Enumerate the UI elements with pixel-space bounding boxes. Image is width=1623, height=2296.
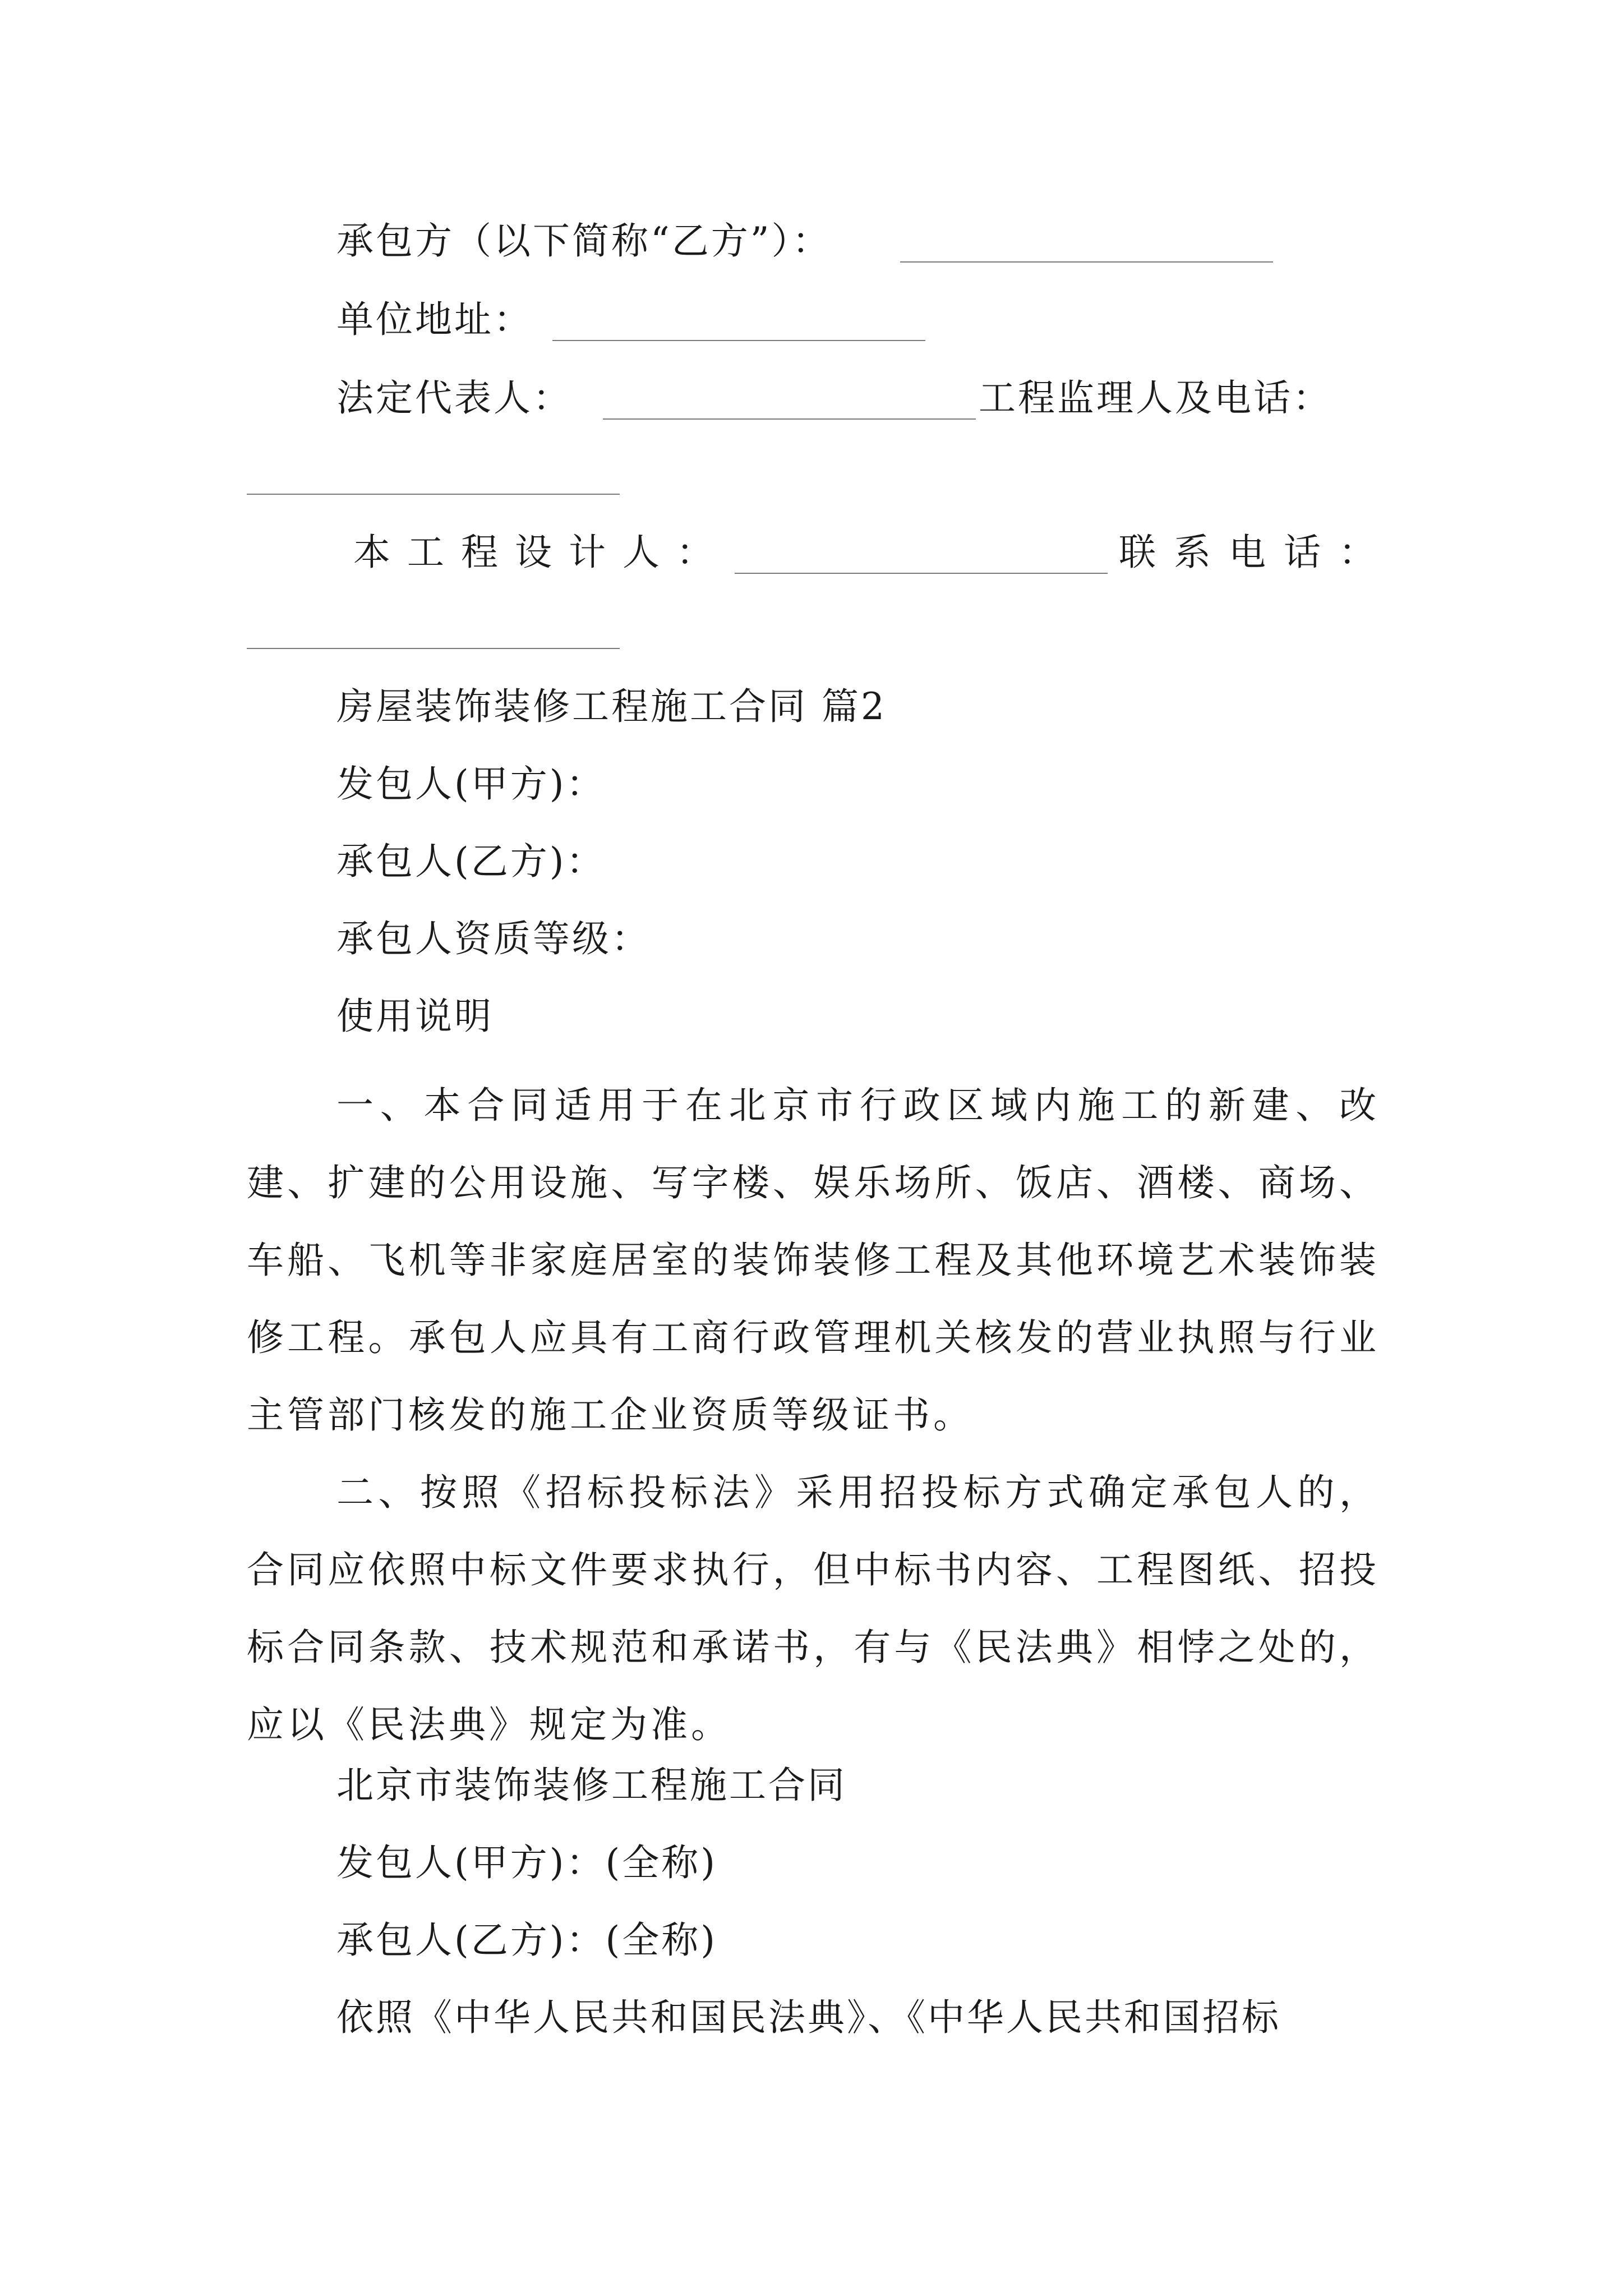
contractor-label: 承包方（以下简称“乙方”）： [336, 219, 832, 263]
basis-text: 依照《中华人民共和国民法典》、《中华人民共和国招标 [336, 1996, 1281, 2039]
employer-full: 发包人(甲方)：(全称) [336, 1841, 717, 1884]
contractor2-label: 承包人(乙方)： [336, 840, 606, 883]
usage-heading: 使用说明 [336, 995, 494, 1038]
section2-title: 房屋装饰装修工程施工合同 篇2 [336, 685, 887, 728]
phone-label: 联系电话： [1119, 531, 1394, 574]
legal-rep-label: 法定代表人： [336, 376, 572, 420]
supervisor-label: 工程监理人及电话： [979, 376, 1332, 420]
designer-label: 本工程设计人： [353, 531, 730, 574]
designer-blank-line [735, 573, 1108, 574]
supervisor-blank-line [247, 494, 620, 495]
contractor-full: 承包人(乙方)：(全称) [336, 1918, 717, 1962]
phone-blank-line [247, 648, 620, 649]
usage-item-2: 二、按照《招标投标法》采用招投标方式确定承包人的，合同应依照中标文件要求执行，但中标书内容、工程图纸、招投标合同条款、技术规范和承诺书，有与《民法典》相悖之处的，应以《民法典》规定为准。 [247, 1471, 1380, 1746]
employer-label: 发包人(甲方)： [336, 762, 606, 806]
qualification-label: 承包人资质等级： [336, 917, 651, 960]
contractor-blank-line [900, 261, 1273, 263]
address-blank-line [552, 340, 925, 341]
address-label: 单位地址： [336, 298, 533, 341]
legal-rep-blank-line [603, 418, 976, 420]
contract-title: 北京市装饰装修工程施工合同 [336, 1764, 847, 1807]
usage-item-1: 一、本合同适用于在北京市行政区域内施工的新建、改建、扩建的公用设施、写字楼、娱乐场所、饭店、酒楼、商场、车船、飞机等非家庭居室的装饰装修工程及其他环境艺术装饰装修工程。承包人应具有工商行政管理机关核发的营业执照与行业主管部门核发的施工企业资质等级证书。 [247, 1084, 1380, 1437]
